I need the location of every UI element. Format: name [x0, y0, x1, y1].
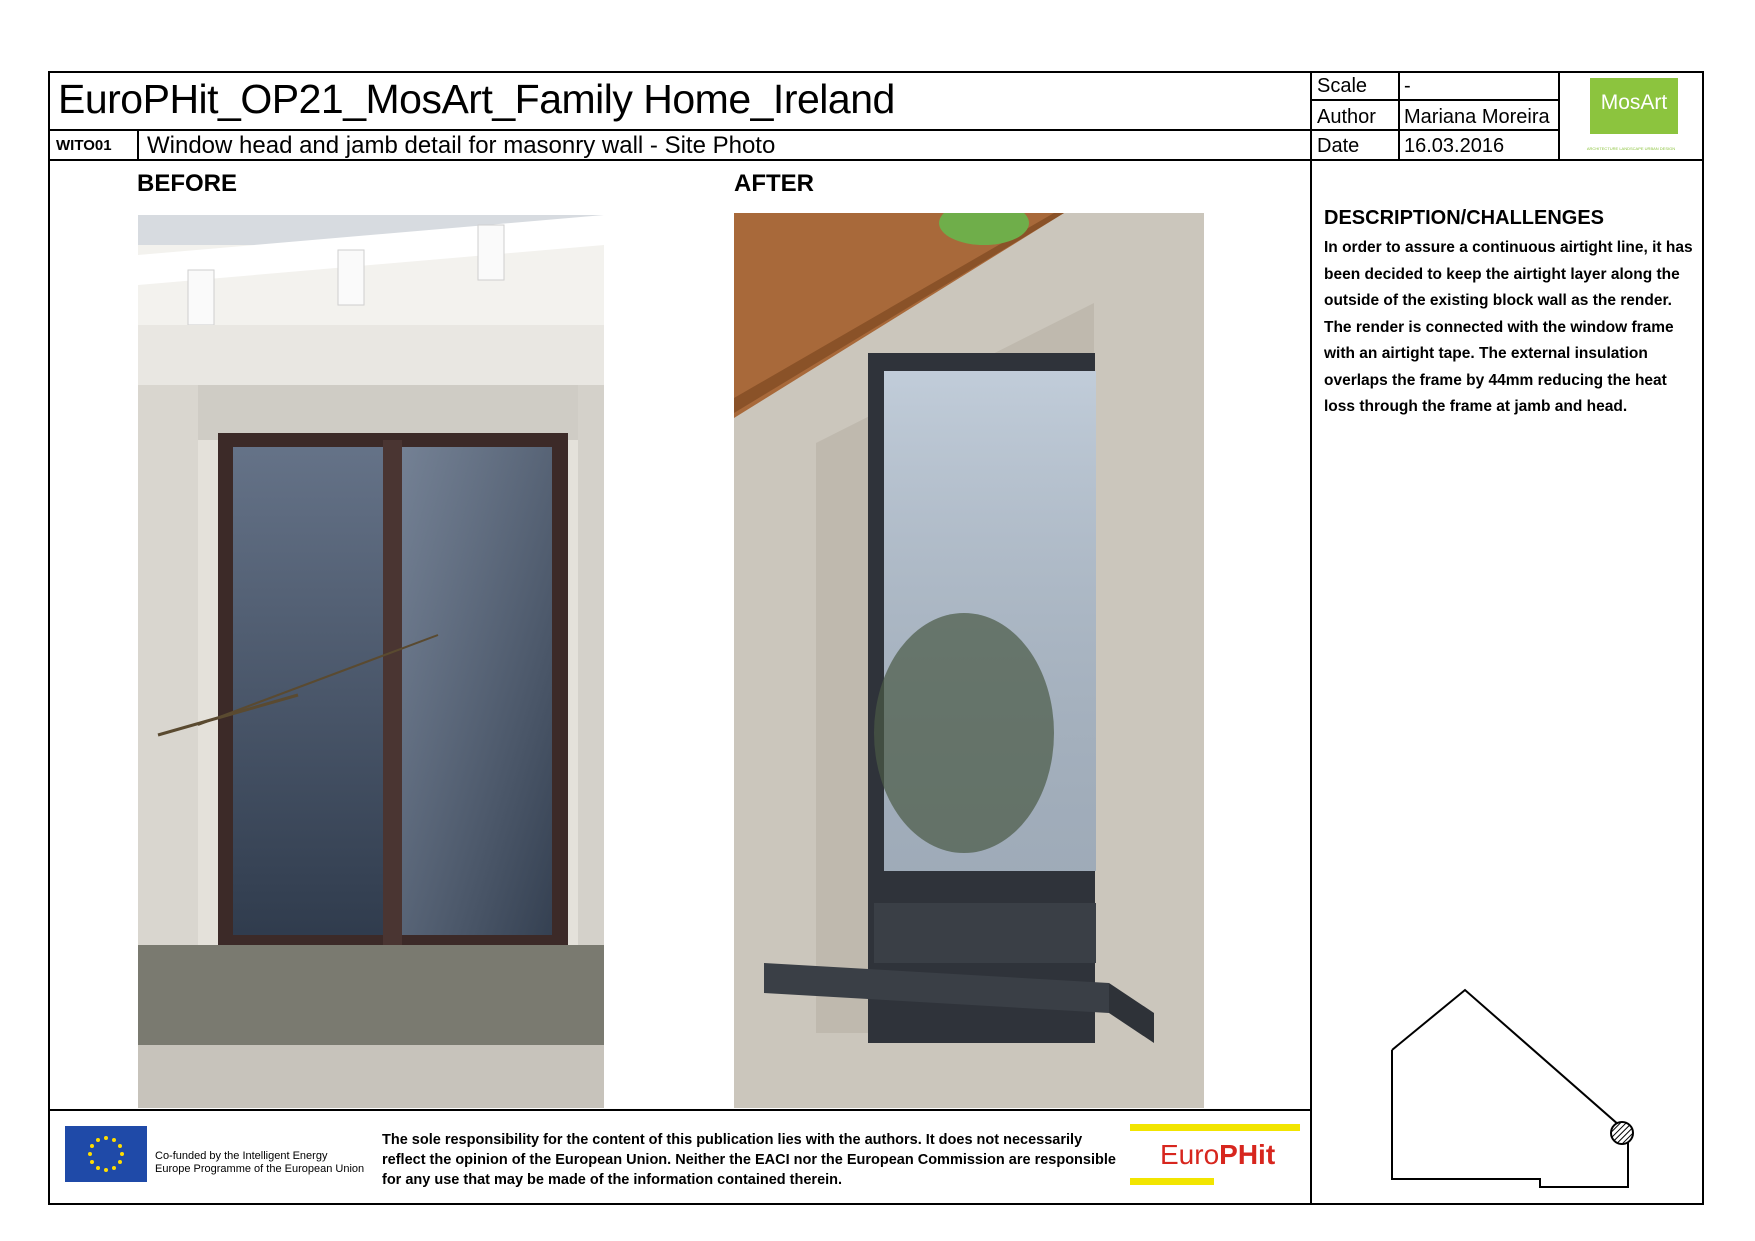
description-title: DESCRIPTION/CHALLENGES	[1324, 207, 1605, 229]
after-photo	[734, 213, 1204, 1108]
drawing-title: EuroPHit_OP21_MosArt_Family Home_Ireland	[58, 76, 895, 122]
author-value: Mariana Moreira	[1404, 106, 1550, 128]
drawing-code: WITO01	[56, 137, 112, 154]
europhit-logo-phit: PHit	[1219, 1139, 1276, 1170]
drawing-subtitle: Window head and jamb detail for masonry wall - Site Photo	[147, 132, 776, 159]
europhit-logo-bar-bottom	[1130, 1178, 1214, 1185]
description-body: In order to assure a continuous airtight line, it has been decided to keep the airtight layer along the outside of the existing block wall as the render. The render is connected with the window frame with an airtight tape. The external insulation overlaps the frame by 44mm reducing the heat loss through the frame at jamb and head.	[1324, 239, 1693, 415]
disclaimer-text: The sole responsibility for the content of this publication lies with the authors. It does not necessarily reflect the opinion of the European Union. Neither the EACI nor the European Commission are responsible for any use that may be made of the information contained therein.	[382, 1132, 1116, 1188]
europhit-logo	[1160, 1138, 1275, 1172]
date-label: Date	[1317, 135, 1360, 157]
footer-divider	[48, 1109, 1310, 1111]
cofunded-text: Co-funded by the Intelligent Energy Europe Programme of the European Union	[155, 1150, 365, 1175]
before-label: BEFORE	[137, 170, 238, 197]
mosart-logo-text: MosArt	[1600, 91, 1668, 114]
key-plan-outline	[1392, 990, 1628, 1187]
meta-label-divider	[1398, 71, 1400, 160]
scale-value: -	[1404, 75, 1411, 97]
europhit-logo-bar-top	[1130, 1124, 1300, 1131]
after-photo-illustration	[734, 213, 1204, 1108]
before-photo	[138, 215, 604, 1108]
date-value: 16.03.2016	[1404, 135, 1505, 157]
author-label: Author	[1317, 106, 1376, 128]
mosart-logo	[1590, 78, 1678, 134]
after-label: AFTER	[734, 170, 814, 197]
mosart-logo-tagline: ARCHITECTURE LANDSCAPE URBAN DESIGN	[1586, 146, 1676, 151]
europhit-logo-euro: Euro	[1160, 1139, 1220, 1170]
eu-flag-icon	[65, 1126, 147, 1182]
detail-location-marker	[1611, 1122, 1633, 1144]
before-photo-illustration	[138, 215, 604, 1108]
right-column-divider	[1310, 71, 1312, 1205]
scale-label: Scale	[1317, 75, 1368, 97]
code-divider	[137, 129, 139, 160]
meta-divider-1	[1310, 99, 1560, 101]
logo-divider	[1558, 71, 1560, 160]
key-plan-diagram	[1390, 985, 1640, 1195]
